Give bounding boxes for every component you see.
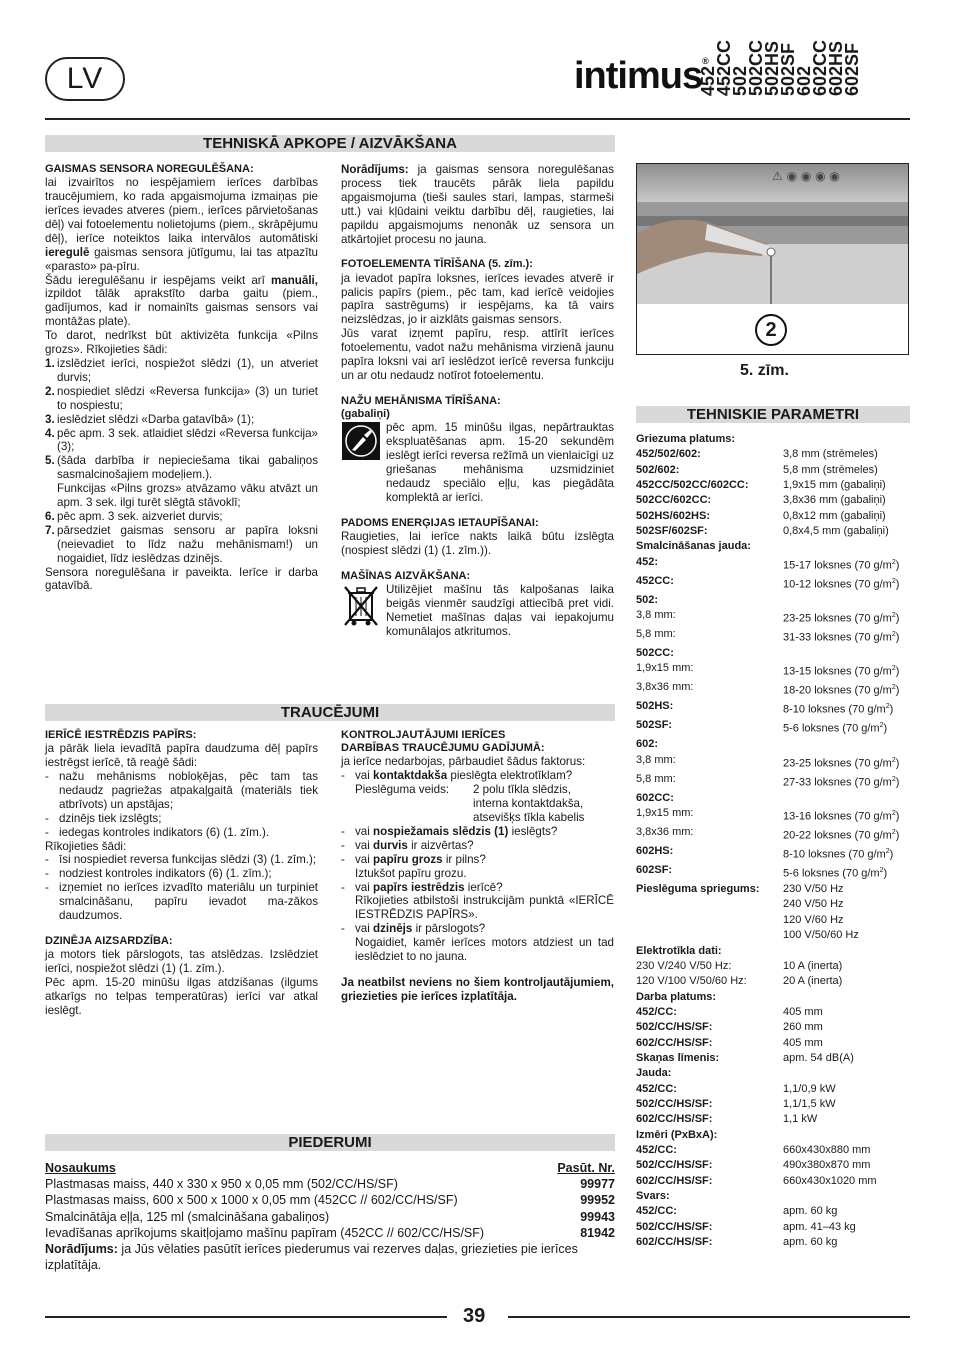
spec-row [636, 772, 910, 791]
spec-row [636, 737, 910, 752]
faults-col-right [341, 729, 614, 1004]
spec-value [783, 539, 910, 554]
spec-value: 13-16 loksnes (70 $g/m^2$) [783, 810, 900, 823]
spec-row [636, 627, 910, 646]
spec-value: 5,8 mm (strēmeles) [783, 463, 878, 476]
spec-value: 1,1 kW [783, 1113, 818, 1126]
knife-text: pēc apm. 15 minūšu ilgas, nepārtrauktas ekspluatēšanas apm. 15-20 sekundēm ieslēgt ierīci reversa režīmā un vienlaicīgi uz griešanas mehānisma uzsmidziniet nedaudz speciālo eļļu, kas piegādāta komplektā ar ierīci. [386, 421, 614, 504]
spec-value: 31-33 loksnes (70 $g/m^2$) [783, 631, 900, 644]
spec-key: 602: [636, 738, 659, 751]
spec-row [636, 699, 910, 718]
spec-value: 18-20 loksnes (70 $g/m^2$) [783, 684, 900, 698]
section-title-accessories: PIEDERUMI [45, 1134, 615, 1151]
crossed-bin-icon [341, 583, 381, 629]
photocell-heading: FOTOELEMENTA TĪRĪŠANA (5. zīm.): [341, 258, 533, 271]
spec-row [636, 1143, 910, 1158]
spec-row [636, 463, 910, 478]
jam-heading: IERĪCĒ IESTRĒDZIS PAPĪRS: [45, 729, 197, 741]
spec-key: 502/602: [636, 463, 680, 476]
sensor-paragraph: Šādu ieregulēšanu ir iespējams veikt arī manuāli, izpildot tālāk aprakstīto darba gaitu (piem., gadījumos, kad ir nomainīts gaismas sensors vai montāžas plate). [45, 273, 318, 329]
jam-action: Rīkojieties šādi: [45, 839, 127, 853]
spec-value: 230 V/50 Hz [783, 883, 844, 896]
spec-key: 502SF: [636, 719, 673, 732]
spec-row [636, 661, 910, 680]
step-item: 7. pārsedziet gaismas sensoru ar papīra loksni (neievadiet to līdz nažu mehānismam!) un nogaidiet, līdz ieslēdzas dzinējs. [45, 523, 318, 565]
model-label: 452CC [714, 39, 734, 96]
spec-value: 1,9x15 mm (gabaliņi) [783, 479, 886, 492]
spec-key: 5,8 mm: [636, 628, 676, 641]
spec-key: 602CC: [636, 791, 674, 804]
spec-key: 452/CC: [636, 1205, 677, 1218]
spec-value: 3,8 mm (strēmeles) [783, 448, 878, 461]
spec-key: Griezuma platums: [636, 433, 736, 445]
step-item: 4. pēc apm. 3 sek. atlaidiet slēdzi «Reversa funkcija» (3); [45, 426, 318, 454]
spec-row [636, 524, 910, 539]
spec-row [636, 944, 910, 959]
spec-key: 502SF/602SF: [636, 525, 708, 538]
spec-row [636, 680, 910, 699]
sensor-paragraph: To darot, nedrīkst būt aktivizēta funkcija «Pilns grozs». Rīkojieties šādi: [45, 329, 318, 357]
check-item: - vai kontaktdakša pieslēgta elektrotīklam? [341, 769, 573, 783]
spec-value: 0,8x12 mm (gabaliņi) [783, 509, 886, 522]
spec-key: 502: [636, 593, 659, 606]
energy-text: Raugieties, lai ierīce nakts laikā būtu izslēgta (nospiest slēdzi (1) (1. zīm.)). [341, 529, 614, 557]
section-title-specs: TEHNISKIE PARAMETRI [636, 406, 910, 423]
spec-row [636, 1158, 910, 1173]
spec-row [636, 539, 910, 554]
spec-key: 452/CC: [636, 1082, 677, 1095]
disposal-text: Utilizējiet mašīnu tās kalpošanas laika beigās vienmēr saudzīgi attiecībā pret vidi. Nemetiet mašīnas daļas vai iepakojumu komunālajos atkritumos. [386, 582, 614, 638]
spec-value [783, 1128, 910, 1143]
spec-row [636, 555, 910, 574]
check-item: - vai dzinējs ir pārslogots? [341, 922, 486, 936]
list-item: - dzinējs tiek izslēgts; [45, 811, 162, 825]
spec-value [783, 990, 910, 1005]
spec-row [636, 1097, 910, 1112]
table-row: Plastmasas maiss, 600 x 500 x 1000 x 0,05 mm (452CC // 602/CC/HS/SF) 99952 [45, 1193, 615, 1208]
spec-value: 0,8x4,5 mm (gabaliņi) [783, 525, 889, 538]
spec-row [636, 1204, 910, 1219]
model-label: 452 [698, 65, 718, 96]
callout-number: 2 [755, 314, 787, 346]
check-fix: Iztukšot papīru grozu. [355, 866, 467, 880]
spec-row [636, 646, 910, 661]
spec-key [636, 928, 783, 943]
spec-row [636, 882, 910, 897]
spec-row [636, 928, 910, 943]
spec-row [636, 1051, 910, 1066]
spec-row [636, 432, 910, 447]
spec-key: 120 V/100 V/50/60 Hz: [636, 975, 747, 988]
spec-row [636, 913, 910, 928]
spec-row [636, 753, 910, 772]
accessories-note: Norādījums: ja Jūs vēlaties pasūtīt ierīces piederumus vai rezerves daļas, griezieties pie ierīces izplatītāja. [45, 1242, 578, 1273]
spec-value: 405 mm [783, 1036, 823, 1049]
spec-value: 15-17 loksnes (70 $g/m^2$) [783, 558, 900, 572]
spec-value: 490x380x870 mm [783, 1159, 871, 1172]
list-item: - īsi nospiediet reversa funkcijas slēdzi (3) (1. zīm.); [45, 853, 317, 867]
spec-row [636, 1189, 910, 1204]
table-row: Smalcinātāja eļļa, 125 ml (smalcināšana gabaliņos) 99943 [45, 1209, 615, 1224]
spec-key: 3,8 mm: [636, 753, 676, 766]
table-row: Ievadīšanas aprīkojums skaitļojamo mašīnu papīram (452CC // 602/CC/HS/SF) 81942 [45, 1225, 615, 1240]
section-title-maintenance: TEHNISKĀ APKOPE / AIZVĀKŠANA [45, 135, 615, 152]
connection-types: Pieslēguma veids: 2 polu tīkla slēdzis, interna kontaktdakša, atsevišķs tīkla kabelis [355, 783, 585, 824]
spec-value: 8-10 loksnes (70 $g/m^2$) [783, 848, 894, 861]
spec-value: 20-22 loksnes (70 $g/m^2$) [783, 829, 900, 842]
spec-row [636, 493, 910, 508]
spec-key: 452CC/502CC/602CC: [636, 479, 749, 492]
check-heading: DARBĪBAS TRAUCĒJUMU GADĪJUMĀ: [341, 742, 545, 755]
spec-key: 1,9x15 mm: [636, 807, 694, 820]
check-heading: KONTROLJAUTĀJUMI IERĪCES [341, 729, 506, 741]
check-fix: Rīkojieties atbilstoši instrukcijām punktā «IERĪCĒ IESTRĒDZIS PAPĪRS». [355, 894, 614, 922]
spec-key: 502/CC/HS/SF: [636, 1220, 713, 1233]
spec-row [636, 791, 910, 806]
spec-row [636, 990, 910, 1005]
spec-row [636, 509, 910, 524]
check-item: - vai papīrs iestrēdzis ierīcē? [341, 880, 503, 894]
spec-row [636, 959, 910, 974]
language-badge: LV [45, 57, 125, 101]
disposal-heading: MAŠĪNAS AIZVĀKŠANA: [341, 569, 471, 582]
sensor-note: Norādījums: ja gaismas sensora noregulēšanas process tiek traucēts pārāk liela papildu apgaismojuma (tieši saules stari, lampas, starmeši utt.) vai kļūdaini veiktu darbību dēļ, raugieties, lai papildu apgaismojums nenonāk uz sensora un atkārtojiet procesu no jauna. [341, 163, 614, 246]
energy-heading: PADOMS ENERĢIJAS IETAUPĪŠANAI: [341, 516, 539, 529]
motor-heading: DZINĒJA AIZSARDZĪBA: [45, 934, 173, 947]
check-fix: Nogaidiet, kamēr ierīces motors atdziest un tad ieslēdziet to no jauna. [355, 936, 614, 964]
spec-key: 602SF: [636, 864, 673, 877]
spec-key: Smalcināšanas jauda: [636, 540, 751, 553]
spec-table [636, 432, 910, 1250]
accessories-table [45, 1160, 615, 1273]
step-item: 6. pēc apm. 3 sek. aizveriet durvis; [45, 509, 223, 523]
spec-value [783, 1189, 910, 1204]
spec-row [636, 844, 910, 863]
spec-value: 20 A (inerta) [783, 975, 843, 988]
spec-value: apm. 60 kg [783, 1236, 838, 1249]
spec-row [636, 825, 910, 844]
spec-value: 660x430x880 mm [783, 1143, 871, 1156]
spec-value: apm. 41–43 kg [783, 1220, 856, 1233]
spec-key: 502CC: [636, 647, 674, 660]
spec-key [636, 913, 783, 928]
spec-value: 8-10 loksnes (70 $g/m^2$) [783, 703, 894, 717]
spec-value: 27-33 loksnes (70 $g/m^2$) [783, 775, 900, 789]
spec-value [783, 593, 910, 608]
spec-row [636, 863, 910, 882]
brand-logo [574, 54, 708, 100]
model-label: 502SF [778, 42, 798, 96]
header-rule [45, 118, 910, 120]
spec-row [636, 593, 910, 608]
oil-can-icon [341, 421, 381, 461]
spec-value: 23-25 loksnes (70 $g/m^2$) [783, 612, 900, 625]
list-item: - nodziest kontroles indikators (6) (1. zīm.); [45, 867, 272, 881]
sensor-heading: GAISMAS SENSORA NOREGULĒŠANA: [45, 163, 254, 175]
spec-key: 602/CC/HS/SF: [636, 1236, 713, 1249]
knife-heading: NAŽU MEHĀNISMA TĪRĪŠANA: [341, 394, 501, 407]
check-item: - vai papīru grozs ir pilns? [341, 852, 486, 866]
spec-key: Izmēri (PxBxA): [636, 1128, 718, 1141]
spec-key: 602/CC/HS/SF: [636, 1036, 713, 1049]
spec-value [783, 944, 910, 959]
photocell-text: ja ievadot papīra loksnes, ierīces ievades atverē ir palicis papīrs (piem., pēc tam, kad ierīcē veidojies papīra sastrēgums) ir iespējams, ka tā vairs neizslēdzas, jo ir aizklāts gaismas sensors. [341, 271, 614, 327]
spec-value: 23-25 loksnes (70 $g/m^2$) [783, 756, 900, 770]
spec-row [636, 1174, 910, 1189]
spec-row [636, 478, 910, 493]
spec-row [636, 608, 910, 627]
photocell-text: Jūs varat izņemt papīru, resp. attīrīt ierīces fotoelementu, vadot nažu mehānisma virzienā jaunu papīra loksni vai arī ieslēdzot ierīcē reversa funkciju un ar otu nedaudz notīrot fotoelementu. [341, 327, 614, 382]
spec-value: 260 mm [783, 1021, 823, 1034]
spec-value [783, 646, 910, 661]
model-label: 502CC [746, 39, 766, 96]
model-label: 602CC [810, 39, 830, 96]
spec-key: 502HS: [636, 700, 674, 713]
spec-value: 3,8x36 mm (gabaliņi) [783, 494, 886, 507]
spec-value: 5-6 loksnes (70 $g/m^2$) [783, 867, 888, 880]
spec-key: 452/502/602: [636, 448, 701, 461]
spec-key: 602/CC/HS/SF: [636, 1174, 713, 1187]
spec-row [636, 897, 910, 912]
list-item: - iedegas kontroles indikators (6) (1. zīm.). [45, 825, 270, 839]
spec-key: 3,8 mm: [636, 609, 676, 622]
spec-key: 452CC: [636, 574, 674, 587]
figure-caption: 5. zīm. [740, 362, 789, 379]
spec-key: 502HS/602HS: [636, 509, 710, 522]
model-label: 602HS [826, 40, 846, 96]
spec-key [636, 897, 783, 912]
spec-value: 1,1/0,9 kW [783, 1082, 836, 1095]
check-item: - vai nospiežamais slēdzis (1) ieslēgts? [341, 824, 558, 838]
motor-text: Pēc apm. 15-20 minūšu ilgas atdzišanas (ilgums atkarīgs no telpas temperatūras) ierīci var atkal ieslēgt. [45, 975, 318, 1017]
spec-row [636, 1036, 910, 1051]
motor-text: ja motors tiek pārslogots, tas atslēdzas. Izslēdziet ierīci, nospiežot slēdzi (1) (1. zīm.). [45, 948, 318, 976]
spec-row [636, 447, 910, 462]
spec-key: 452/CC: [636, 1143, 677, 1156]
spec-key: 602HS: [636, 845, 674, 858]
step-item: 3. ieslēdziet slēdzi «Darba gatavībā» (1); [45, 412, 255, 426]
maintenance-col-right [341, 163, 614, 639]
spec-value: 660x430x1020 mm [783, 1174, 877, 1187]
spec-value: 240 V/50 Hz [783, 898, 844, 911]
svg-text:⚠ ◉ ◉ ◉ ◉: ⚠ ◉ ◉ ◉ ◉ [772, 169, 840, 183]
step-item: Funkcijas «Pilns grozs» atvāzamo vāku atvāzt un apm. 3 sek. ilgi turēt slēgtā stāvoklī; [57, 482, 318, 510]
spec-key: 452/CC: [636, 1005, 677, 1018]
spec-value: apm. 54 dB(A) [783, 1051, 854, 1064]
spec-key: Jauda: [636, 1067, 672, 1080]
sensor-paragraph: lai izvairītos no iespējamiem ierīces darbības traucējumiem, ko rada apgaismojuma izmaiņas pie ierīces ievades atveres (piem., ierīces pārvietošanas dēļ) vai fotoelementu nolietojums (piem., skrāpējumu dēļ), ierīce noteiktos laika intervālos automātiski ieregulē gaismas sensora jūtīgumu, lai tas atpazītu «parasto» pa-pīru. [45, 176, 318, 273]
spec-value: 1,1/1,5 kW [783, 1097, 836, 1110]
spec-value: 100 V/50/60 Hz [783, 929, 859, 942]
spec-key: 5,8 mm: [636, 772, 676, 785]
spec-row [636, 1128, 910, 1143]
spec-value: 13-15 loksnes (70 $g/m^2$) [783, 665, 900, 679]
list-item: - izņemiet no ierīces izvadīto materiālu un turpiniet smalcināšanu, papīru ievadot ma-zākos daudzumos. [45, 881, 318, 923]
spec-row [636, 1220, 910, 1235]
table-row: Plastmasas maiss, 440 x 330 x 950 x 0,05 mm (502/CC/HS/SF) 99977 [45, 1177, 615, 1192]
figure-5-photo [636, 163, 909, 355]
spec-row [636, 974, 910, 989]
step-item: 2. nospiediet slēdzi «Reversa funkcija» (3) un turiet to nospiestu; [45, 384, 318, 412]
spec-key: 602/CC/HS/SF: [636, 1113, 713, 1126]
spec-key: 502/CC/HS/SF: [636, 1159, 713, 1172]
spec-key: Svars: [636, 1190, 670, 1202]
spec-key: 3,8x36 mm: [636, 681, 694, 694]
spec-key: Pieslēguma spriegums: [636, 883, 760, 896]
spec-key: 502/CC/HS/SF: [636, 1021, 713, 1034]
list-item: - nažu mehānisms nobloķējas, pēc tam tas nedaudz pagriežas atpakaļgaitā (materiāls tiek atbrīvots) un apstājas; [45, 770, 318, 811]
spec-value [783, 791, 910, 806]
registered-mark: ® [702, 56, 708, 66]
model-list [700, 40, 910, 96]
spec-key: 502CC/602CC: [636, 494, 712, 507]
sensor-end: Sensora noregulēšana ir paveikta. Ierīce ir darba gatavībā. [45, 565, 318, 593]
faults-col-left [45, 729, 318, 1018]
maintenance-col-left [45, 163, 318, 593]
check-item: - vai durvis ir aizvērtas? [341, 838, 474, 852]
knife-subheading: (gabaliņi) [341, 408, 390, 421]
footer-rule-right [508, 1316, 910, 1318]
spec-value: 405 mm [783, 1005, 823, 1018]
spec-row [636, 574, 910, 593]
spec-key: 230 V/240 V/50 Hz: [636, 959, 732, 972]
footer-rule-left [45, 1316, 447, 1318]
step-item: 1. izslēdziet ierīci, nospiežot slēdzi (1), un atveriet durvis; [45, 356, 318, 384]
spec-key: Skaņas līmenis: [636, 1051, 720, 1064]
section-title-faults: TRAUCĒJUMI [45, 704, 615, 721]
spec-row [636, 1112, 910, 1127]
brand-name: intimus [574, 55, 703, 97]
spec-value [783, 432, 910, 447]
check-final: Ja neatbilst neviens no šiem kontroljautājumiem, griezieties pie ierīces izplatītāja. [341, 975, 614, 1003]
spec-value: 5-6 loksnes (70 $g/m^2$) [783, 722, 888, 736]
spec-row [636, 1235, 910, 1250]
spec-key: 3,8x36 mm: [636, 826, 694, 839]
step-item: 5. (šāda darbība ir nepieciešama tikai gabaliņos sasmalcinošajiem modeļiem.). [45, 454, 318, 482]
spec-value [783, 737, 910, 752]
spec-value: 120 V/60 Hz [783, 913, 844, 926]
spec-row [636, 1066, 910, 1081]
spec-key: 452: [636, 555, 659, 568]
model-label: 502HS [762, 40, 782, 96]
spec-value: apm. 60 kg [783, 1205, 838, 1218]
check-intro: ja ierīce nedarbojas, pārbaudiet šādus faktorus: [341, 755, 586, 769]
spec-value: 10-12 loksnes (70 $g/m^2$) [783, 577, 900, 591]
spec-row [636, 1020, 910, 1035]
spec-row [636, 1005, 910, 1020]
spec-key: 502/CC/HS/SF: [636, 1097, 713, 1110]
spec-key: 1,9x15 mm: [636, 662, 694, 675]
spec-value [783, 1066, 910, 1081]
accessories-header: Nosaukums Pasūt. Nr. [45, 1161, 615, 1175]
page-number: 39 [463, 1305, 486, 1327]
spec-row [636, 806, 910, 825]
spec-key: Elektrotīkla dati: [636, 944, 722, 957]
spec-row [636, 718, 910, 737]
spec-key: Darba platums: [636, 990, 717, 1003]
jam-intro: ja pārāk liela ievadītā papīra daudzuma dēļ papīrs iestrēgst ierīcē, tā reaģē šādi: [45, 742, 318, 770]
spec-value: 10 A (inerta) [783, 959, 843, 972]
model-label: 602 [794, 65, 814, 96]
spec-row [636, 1082, 910, 1097]
model-label: 502 [730, 65, 750, 96]
model-label: 602SF [842, 42, 862, 96]
